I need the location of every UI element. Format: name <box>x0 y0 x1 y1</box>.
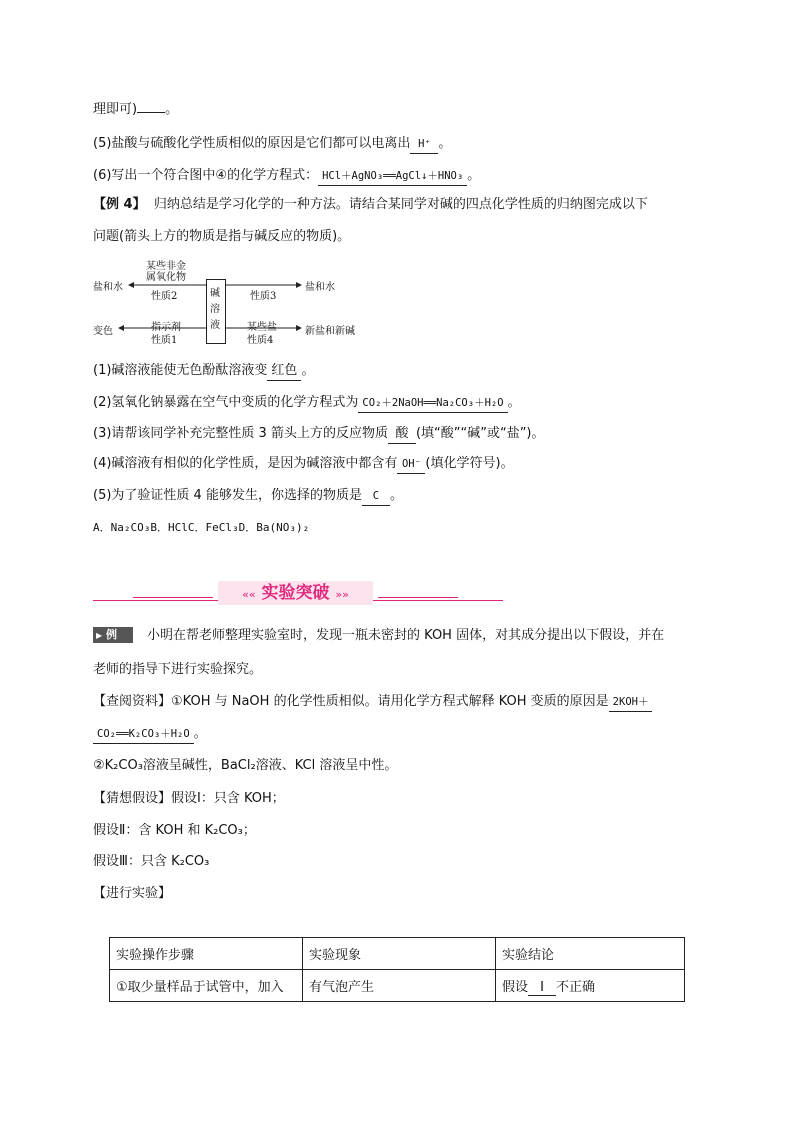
example-tag: ▶ 例 <box>93 627 133 643</box>
table-cell: 假设 Ⅰ 不正确 <box>496 970 685 1002</box>
table-header: 实验现象 <box>303 938 496 970</box>
answer-blank: HCl＋AgNO₃══AgCl↓＋HNO₃ <box>318 167 467 186</box>
question-2: (2)氢氧化钠暴露在空气中变质的化学方程式为 CO₂＋2NaOH══Na₂CO₃＋H₂O 。 <box>93 394 521 413</box>
banner-chevrons-right-icon: »» <box>335 588 349 601</box>
property-4-label: 性质4 <box>247 335 274 346</box>
answer-blank: 2KOH＋ <box>609 693 653 712</box>
line-continuation: 理即可) 。 <box>93 102 179 117</box>
question-5-hcl-h2so4: (5)盐酸与硫酸化学性质相似的原因是它们都可以电离出 H⁺ 。 <box>93 135 451 154</box>
answer-blank: CO₂══K₂CO₃＋H₂O <box>93 725 194 744</box>
play-triangle-icon: ▶ <box>96 631 103 640</box>
hypothesis-2: 假设Ⅱ：含 KOH 和 K₂CO₃； <box>93 823 256 838</box>
section-title: «« 实验突破 »» <box>218 581 373 605</box>
property-3-label: 性质3 <box>250 291 277 302</box>
question-1: (1)碱溶液能使无色酚酞溶液变 红色 。 <box>93 362 314 381</box>
experiment-intro: 小明在帮老师整理实验室时，发现一瓶未密封的 KOH 固体，对其成分提出以下假设，并在 <box>147 628 665 643</box>
table-cell: 有气泡产生 <box>303 970 496 1002</box>
answer-blank: H⁺ <box>410 135 438 154</box>
reference-info-2: ②K₂CO₃溶液呈碱性，BaCl₂溶液、KCl 溶液呈中性。 <box>93 758 398 773</box>
table-header: 实验操作步骤 <box>110 938 303 970</box>
experiment-table <box>109 937 685 1002</box>
question-3: (3)请帮该同学补充完整性质 3 箭头上方的反应物质 酸 (填“酸”“碱”或“盐”)。 <box>93 425 545 444</box>
reference-info-1-cont: CO₂══K₂CO₃＋H₂O 。 <box>93 725 207 744</box>
table-header-row <box>110 938 685 970</box>
base-solution-box: 碱溶液 <box>206 279 226 344</box>
base-properties-diagram: 盐和水 变色 盐和水 新盐和新碱 某些非金 属氧化物 性质2 性质3 指示剂 性质1 某些盐 性质4 碱溶液 <box>93 257 383 347</box>
answer-blank: OH⁻ <box>397 455 425 474</box>
answer-blank: C <box>362 487 390 506</box>
reference-info-1: 【查阅资料】①KOH 与 NaOH 的化学性质相似。请用化学方程式解释 KOH 变质的原因是 2KOH＋ <box>93 693 652 712</box>
table-header: 实验结论 <box>496 938 685 970</box>
answer-blank: CO₂＋2NaOH══Na₂CO₃＋H₂O <box>358 394 507 413</box>
left-top-product: 盐和水 <box>93 282 123 293</box>
answer-blank: 酸 <box>388 425 416 444</box>
hypothesis-1: 【猜想假设】假设Ⅰ：只含 KOH； <box>93 791 285 806</box>
property-1-label: 性质1 <box>151 335 178 346</box>
right-top-product: 盐和水 <box>305 282 335 293</box>
hypothesis-3: 假设Ⅲ：只含 K₂CO₃ <box>93 854 210 869</box>
right-bottom-product: 新盐和新碱 <box>305 326 355 337</box>
property-2-label: 性质2 <box>151 291 178 302</box>
table-row <box>110 970 685 1002</box>
answer-blank: 红色 <box>267 362 301 381</box>
question-5: (5)为了验证性质 4 能够发生，你选择的物质是 C 。 <box>93 487 403 506</box>
question-6-equation: (6)写出一个符合图中④的化学方程式： HCl＋AgNO₃══AgCl↓＋HNO₃ 。 <box>93 167 480 186</box>
question-4: (4)碱溶液有相似的化学性质，是因为碱溶液中都含有 OH⁻ (填化学符号)。 <box>93 455 514 474</box>
section-banner <box>93 578 503 610</box>
example-4-heading: 【例 4】 归纳总结是学习化学的一种方法。请结合某同学对碱的四点化学性质的归纳图完成以下 <box>93 197 648 212</box>
answer-blank: Ⅰ <box>528 980 556 996</box>
experiment-heading: 【进行实验】 <box>93 886 172 901</box>
example-4-heading-cont: 问题(箭头上方的物质是指与碱反应的物质)。 <box>93 229 351 244</box>
choice-options: A．Na₂CO₃B．HClC．FeCl₃D．Ba(NO₃)₂ <box>93 521 310 534</box>
table-cell: ①取少量样品于试管中，加入 <box>110 970 303 1002</box>
banner-chevrons-left-icon: «« <box>242 588 256 601</box>
left-bottom-product: 变色 <box>93 326 113 337</box>
experiment-intro-cont: 老师的指导下进行实验探究。 <box>93 662 263 677</box>
